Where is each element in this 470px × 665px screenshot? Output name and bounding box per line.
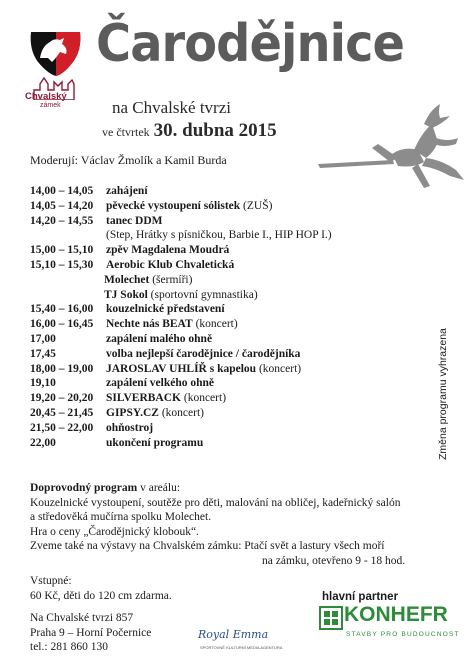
program-activity-part: Molechet xyxy=(104,273,150,286)
program-activity-part: zahájení xyxy=(106,185,148,197)
program-activity xyxy=(106,303,225,315)
program-activity xyxy=(104,289,258,301)
program-activity xyxy=(106,200,272,212)
program-activity-part: ukončení programu xyxy=(106,436,204,449)
program-row xyxy=(30,391,226,405)
program-row xyxy=(30,199,272,213)
program-activity xyxy=(106,244,229,256)
program-activity-part: pěvecké vystoupení sólistek xyxy=(106,199,241,212)
address-line: Na Chvalské tvrzi 857 xyxy=(30,612,134,624)
program-row xyxy=(30,184,148,198)
program-time: 19,10 xyxy=(30,377,56,390)
accompanying-line: Hra o ceny „Čarodějnický klobouk“. xyxy=(30,525,199,538)
partner-tagline: STAVBY PRO BUDOUCNOST xyxy=(346,631,460,638)
witch-on-broom-icon xyxy=(318,102,468,202)
admission xyxy=(30,574,172,603)
program-row xyxy=(30,376,214,390)
program-time: 16,00 – 16,45 xyxy=(30,318,94,331)
program-activity xyxy=(106,185,148,197)
program-time: 21,50 – 22,00 xyxy=(30,421,94,434)
program-row xyxy=(30,243,229,257)
program-row xyxy=(30,317,238,331)
address xyxy=(30,611,151,655)
program-activity-part: zapálení velkého ohně xyxy=(106,377,214,390)
program-activity-part: volba nejlepší čarodějnice / čarodějníka xyxy=(106,347,301,360)
program-activity xyxy=(106,215,163,227)
program-activity-part: (koncert) xyxy=(158,407,204,419)
program-time: 19,20 – 20,20 xyxy=(30,392,94,405)
program-activity-part: Nechte nás BEAT xyxy=(106,318,193,331)
program-row xyxy=(30,214,163,228)
program-time: 14,05 – 14,20 xyxy=(30,199,94,212)
program-row xyxy=(30,288,258,302)
program-activity xyxy=(106,318,238,330)
accompanying-line: Kouzelnické vystoupení, soutěže pro děti, malování na obličej, kadeřnický salón xyxy=(30,496,401,509)
page-title: Čarodějnice xyxy=(96,14,405,74)
program-activity-part: TJ Sokol xyxy=(104,288,148,301)
horse-shield-icon xyxy=(26,28,84,78)
program-activity-part: zpěv Magdalena Moudrá xyxy=(106,244,230,257)
program-row xyxy=(30,421,153,435)
date-main: 30. dubna 2015 xyxy=(153,120,277,141)
accompanying-line: na zámku, otevřeno 9 - 18 hod. xyxy=(262,554,406,567)
program-activity-part: Aerobic Klub Chvaletická xyxy=(106,259,235,271)
program-row xyxy=(30,406,204,420)
date-prefix: ve čtvrtek xyxy=(102,125,150,139)
accompanying-heading-rest: v areálu: xyxy=(137,482,181,494)
konhefr-building-icon xyxy=(319,606,343,630)
accompanying-heading xyxy=(30,481,405,496)
program-activity xyxy=(106,407,204,419)
accompanying-line: a středověká mučírna spolku Molechet. xyxy=(30,511,212,523)
logo-name: Chvalský xyxy=(25,91,67,102)
program-activity xyxy=(106,363,301,375)
accompanying-heading-bold: Doprovodný program xyxy=(30,482,138,494)
event-date xyxy=(102,120,277,142)
moderators: Moderují: Václav Žmolík a Kamil Burda xyxy=(30,153,227,167)
program-activity-part: SILVERBACK xyxy=(106,392,181,405)
program-time: 15,10 – 15,30 xyxy=(30,259,94,271)
program-activity-part: JAROSLAV UHLÍŘ s kapelou xyxy=(106,362,257,375)
page-subtitle: na Chvalské tvrzi xyxy=(112,98,231,117)
program-activity xyxy=(106,392,226,404)
program-time: 15,40 – 16,00 xyxy=(30,303,94,316)
address-line: tel.: 281 860 130 xyxy=(30,641,108,653)
program-activity xyxy=(106,259,234,271)
program-activity-part: (šermíři) xyxy=(149,273,193,286)
program-activity xyxy=(106,229,332,241)
logo-sub: zámek xyxy=(40,102,61,109)
program-row xyxy=(30,332,212,346)
program-row xyxy=(30,347,300,361)
program-activity-part: tanec DDM xyxy=(106,214,163,227)
accompanying-line: Zveme také na výstavy na Chvalském zámku: Ptačí svět a lastury všech moří xyxy=(30,540,385,552)
program-activity-part: (koncert) xyxy=(256,362,302,375)
program-row xyxy=(30,302,225,316)
partner-label: hlavní partner xyxy=(322,591,399,603)
program-activity xyxy=(104,274,192,286)
program-row xyxy=(30,228,332,242)
program-row xyxy=(30,258,234,272)
admission-heading: Vstupné: xyxy=(30,575,72,587)
program-activity xyxy=(106,348,300,360)
program-time: 20,45 – 21,45 xyxy=(30,407,94,419)
program-time: 14,20 – 14,55 xyxy=(30,214,94,227)
address-line: Praha 9 – Horní Počernice xyxy=(30,626,152,639)
program-activity xyxy=(106,377,214,389)
program-time: 17,00 xyxy=(30,333,56,345)
program-time: 18,00 – 19,00 xyxy=(30,362,94,375)
program-activity-part: (sportovní gymnastika) xyxy=(147,288,258,301)
program-time: 14,00 – 14,05 xyxy=(30,185,94,197)
program-activity-part: ohňostroj xyxy=(106,421,154,434)
program-activity-part: (ZUŠ) xyxy=(240,199,273,212)
program-activity xyxy=(106,422,153,434)
royal-emma-tagline: SPORTOVNĚ KULTURNÍ MEDIA AGENTURA xyxy=(200,645,283,650)
partner-name: KONHEFR xyxy=(344,603,448,626)
program-time: 22,00 xyxy=(30,436,56,449)
program-activity-part: (koncert) xyxy=(181,392,227,405)
program-activity-part: zapálení malého ohně xyxy=(106,333,213,345)
admission-text: 60 Kč, děti do 120 cm zdarma. xyxy=(30,589,172,602)
program-row xyxy=(30,436,203,450)
program-time: 15,00 – 15,10 xyxy=(30,244,94,257)
accompanying-program xyxy=(30,481,405,568)
program-time: 17,45 xyxy=(30,347,56,360)
program-activity xyxy=(106,437,203,449)
program-row xyxy=(30,362,301,376)
program-activity-part: kouzelnické představení xyxy=(106,303,225,316)
royal-emma-logo: Royal Emma xyxy=(198,628,269,641)
program-activity-part: (Step, Hrátky s písničkou, Barbie I., HIP HOP I.) xyxy=(106,229,332,242)
program-change-note: Změna programu vyhrazena xyxy=(437,328,449,460)
program-activity-part: GIPSY.CZ xyxy=(106,407,159,419)
program-row xyxy=(30,273,192,287)
program-activity xyxy=(106,333,212,345)
program-activity-part: (koncert) xyxy=(192,318,238,331)
